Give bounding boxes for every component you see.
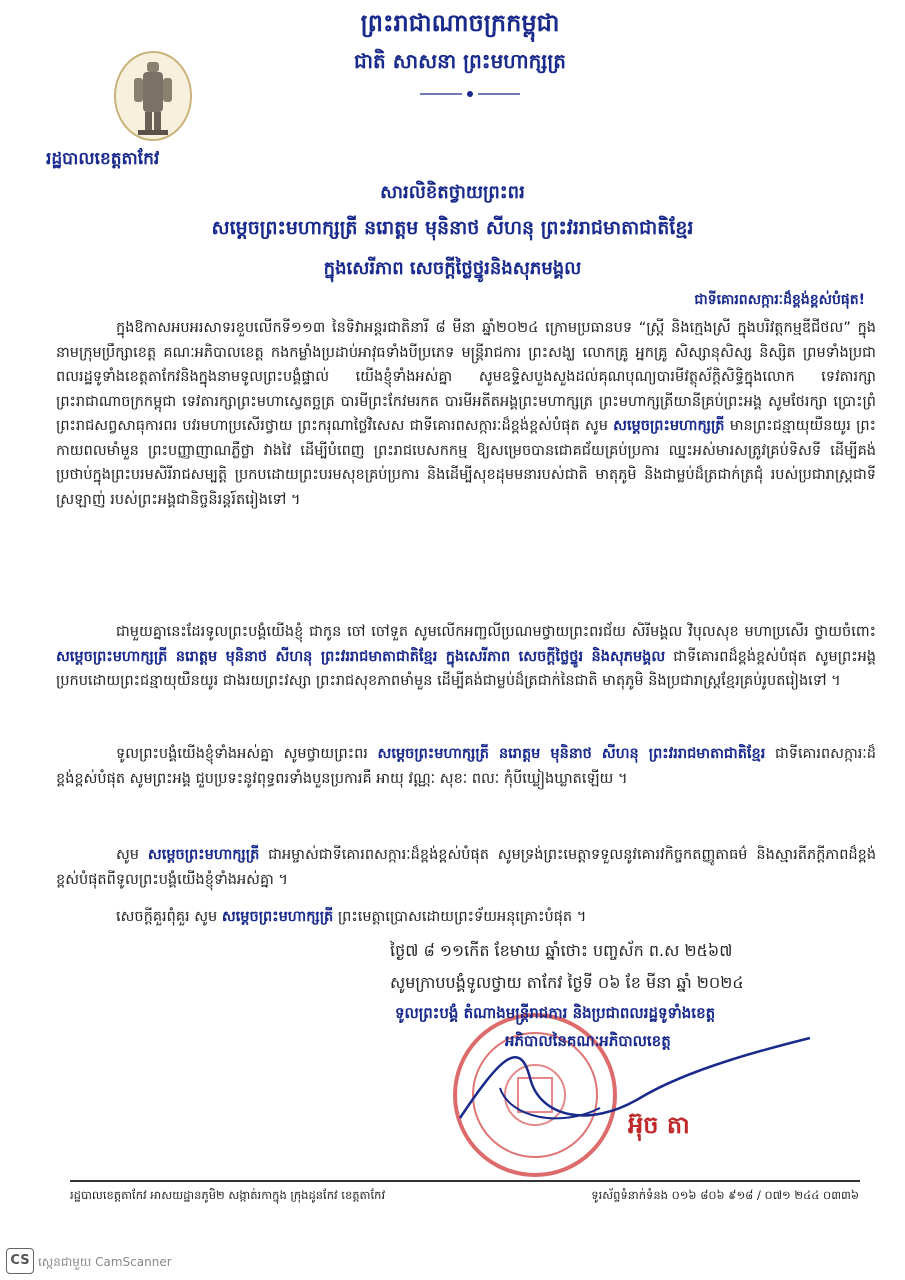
camscanner-logo: CS bbox=[6, 1248, 34, 1274]
kingdom-title: ព្រះរាជាណាចក្រកម្ពុជា bbox=[360, 9, 560, 37]
letter-title: សារលិខិតថ្វាយព្រះពរ bbox=[380, 182, 525, 203]
paragraph-4-name: សម្តេចព្រះមហាក្សត្រី bbox=[147, 847, 260, 863]
national-motto: ជាតិ សាសនា ព្រះមហាក្សត្រ bbox=[354, 49, 566, 73]
ornament-divider bbox=[420, 88, 520, 100]
paragraph-5-rest: ព្រះមេត្តាប្រោសដោយព្រះទ័យអនុគ្រោះបំផុត ។ bbox=[337, 909, 587, 925]
paragraph-1-name: សម្តេចព្រះមហាក្សត្រី bbox=[613, 418, 725, 434]
signer-title: ទូលព្រះបង្គំ តំណាងមន្ត្រីរាជការ និងប្រជាពលរដ្ឋទូទាំងខេត្ត bbox=[395, 1004, 716, 1022]
paragraph-1-text: ក្នុងឱកាសអបអរសាទរខួបលើកទី១១៣ នៃទិវាអន្តរជាតិនារី ៨ មីនា ឆ្នាំ២០២៤ ក្រោមប្រធានបទ “ស្ត្រី និងក្មេងស្រី ក្នុងបរិវត្តកម្មឌីជីថល” ក្នុងនាមក្រុមប្រឹក្សាខេត្ត គណៈអភិបាលខេត្ត កងកម្លាំងប្រដាប់អាវុធទាំងបីប្រភេទ មន្ត្រីរាជការ ព្រះសង្ឃ លោកគ្រូ អ្នកគ្រូ សិស្សានុសិស្ស និស្សិត ព្រមទាំងប្រជាពលរដ្ឋទូទាំងខេត្តតាកែវនិងក្នុងនាមទូលព្រះបង្គំផ្ទាល់ យើងខ្ញុំទាំងអស់គ្នា សូមឧទ្ទិសបួងសួងដល់គុណបុណ្យបារមីវត្ថុស័ក្តិសិទ្ធិក្នុងលោក ទេវតារក្សាព្រះរាជាណាចក្រកម្ពុជា ទេវតារក្សាព្រះមហាស្វេតច្ឆត្រ បារមីព្រះកែវមរកត បារមីអតីតអង្គព្រះមហាក្សត្រ ព្រះមហាក្សត្រីយានីគ្រប់ព្រះអង្គ សូមថែរក្សា ប្រោះព្រំ ព្រះរាជសព្វសាធុការពរ បវរមហាប្រសើរថ្វាយ ព្រះករុណាថ្លៃវិសេស ជាទីគោរពសក្ការៈដ៏ខ្ពង់ខ្ពស់បំផុត សូម bbox=[56, 320, 876, 434]
paragraph-4 bbox=[56, 843, 876, 892]
letter-subtitle: សម្តេចព្រះមហាក្សត្រី នរោត្តម មុនិនាថ សីហនុ ព្រះវររាជមាតាជាតិខ្មែរ bbox=[211, 217, 694, 239]
paragraph-5-name: សម្តេចព្រះមហាក្សត្រី bbox=[221, 909, 334, 925]
signer-name: អ៊ុច តា bbox=[628, 1111, 690, 1139]
footer-rule bbox=[70, 1180, 860, 1182]
paragraph-2-text: ជាមួយគ្នានេះដែរទូលព្រះបង្គំយើងខ្ញុំ ជាកូន ចៅ ចៅទួត សូមលើកអញ្ជលីប្រណមថ្វាយព្រះពរជ័យ សិរីមង្គល វិបុលសុខ មហាប្រសើរ ថ្វាយចំពោះ bbox=[116, 624, 876, 640]
paragraph-5-text: សេចក្តីគួរពុំគួរ សូម bbox=[116, 909, 218, 925]
footer-phone: ទូរស័ព្ទទំនាក់ទំនង ០១៦ ៨០៦ ៩១៨ / ០៧១ ២៤៤ ០៣៣៦ bbox=[591, 1188, 859, 1202]
letter-subtitle-2: ក្នុងសេរីភាព សេចក្តីថ្លៃថ្នូរនិងសុភមង្គល bbox=[323, 258, 582, 279]
lunar-date: ថ្ងៃ៧ ៨ ១១កើត ខែមាឃ ឆ្នាំថោះ បញ្ចស័ក ព.ស ២៥៦៧ bbox=[390, 941, 733, 960]
paragraph-2 bbox=[56, 620, 876, 694]
paragraph-2-rest: ជាទីគោរពដ៏ខ្ពង់ខ្ពស់បំផុត សូមព្រះអង្គ ប្រកបដោយព្រះជន្មាយុយឺនយូរ ជាងរយព្រះវស្សា ព្រះរាជសុខភាពមាំមួន ដើម្បីគង់ជាម្លប់ដ៏ត្រជាក់នៃជាតិ មាតុភូមិ និងប្រជារាស្ត្រខ្មែរគ្រប់រូបតរៀងទៅ ។ bbox=[56, 648, 877, 689]
paragraph-3 bbox=[56, 742, 876, 791]
paragraph-3-text: ទូលព្រះបង្គំយើងខ្ញុំទាំងអស់គ្នា សូមថ្វាយព្រះពរ bbox=[116, 746, 368, 762]
letter-date: សូមក្រាបបង្គំទូលថ្វាយ តាកែវ ថ្ងៃទី ០៦ ខែ មីនា ឆ្នាំ ២០២៤ bbox=[390, 973, 744, 992]
organization-name: រដ្ឋបាលខេត្តតាកែវ bbox=[46, 149, 160, 169]
signer-position: អភិបាលនៃគណៈអភិបាលខេត្ត bbox=[505, 1032, 671, 1050]
paragraph-3-rest: ជាទីគោរពសក្ការៈដ៏ខ្ពង់ខ្ពស់បំផុត សូមព្រះអង្គ ជួបប្រទះនូវពុទ្ធពរទាំងបួនប្រការគឺ អាយុ វណ្ណៈ សុខៈ ពលៈ កុំបីឃ្លៀងឃ្លាតឡើយ ។ bbox=[56, 746, 877, 787]
paragraph-1-rest: មានព្រះជន្មាយុយឺនយូរ ព្រះកាយពលមាំមួន ព្រះបញ្ញាញាណភ្លឺថ្លា វាងវៃ ដើម្បីបំពេញ ព្រះរាជបេសកកម្ម ឱ្យសម្រេចបានជោគជ័យគ្រប់ប្រការ ឈ្នះអស់មារសត្រូវគ្រប់ទិសទី ដើម្បីគង់ប្រថាប់ក្នុងព្រះបរមសិរីរាជសម្បត្តិ ប្រកបដោយព្រះបរមសុខគ្រប់ប្រការ និងដើម្បីសុខដុមមនារបស់ជាតិ មាតុភូមិ និងជាម្លប់ដ៏ត្រជាក់ត្រជុំ របស់ប្រជារាស្ត្រជាទីស្រឡាញ់ របស់ព្រះអង្គជានិច្ចនិរន្តរ៍តរៀងទៅ ។ bbox=[56, 418, 876, 508]
paragraph-1 bbox=[56, 316, 876, 512]
statue-emblem-icon bbox=[112, 50, 194, 142]
paragraph-3-name: សម្តេចព្រះមហាក្សត្រី នរោត្តម មុនិនាថ សីហនុ ព្រះវររាជមាតាជាតិខ្មែរ bbox=[377, 746, 766, 762]
paragraph-5 bbox=[56, 905, 876, 930]
camscanner-watermark: ស្កេនជាមួយ CamScanner bbox=[38, 1255, 172, 1269]
paragraph-4-text: សូម bbox=[116, 847, 140, 863]
paragraph-4-rest: ជាអម្ចាស់ជាទីគោរពសក្ការៈដ៏ខ្ពង់ខ្ពស់បំផុត សូមទ្រង់ព្រះមេត្តាទទួលនូវគោរវកិច្ចកតញ្ញូតាធម៌ និងស្មារតីភក្តីភាពដ៏ខ្ពង់ខ្ពស់បំផុតពីទូលព្រះបង្គំយើងខ្ញុំទាំងអស់គ្នា ។ bbox=[56, 847, 877, 888]
honorific-salutation: ជាទីគោរពសក្ការៈដ៏ខ្ពង់ខ្ពស់បំផុត! bbox=[694, 292, 865, 308]
paragraph-2-name: សម្តេចព្រះមហាក្សត្រី នរោត្តម មុនិនាថ សីហនុ ព្រះវររាជមាតាជាតិខ្មែរ ក្នុងសេរីភាព សេចក្តីថ្លៃថ្នូរ និងសុភមង្គល bbox=[56, 648, 666, 665]
footer-address: រដ្ឋបាលខេត្តតាកែវ អាសយដ្ឋានភូមិ២ សង្កាត់រកាក្នុង ក្រុងដូនកែវ ខេត្តតាកែវ bbox=[70, 1188, 386, 1202]
